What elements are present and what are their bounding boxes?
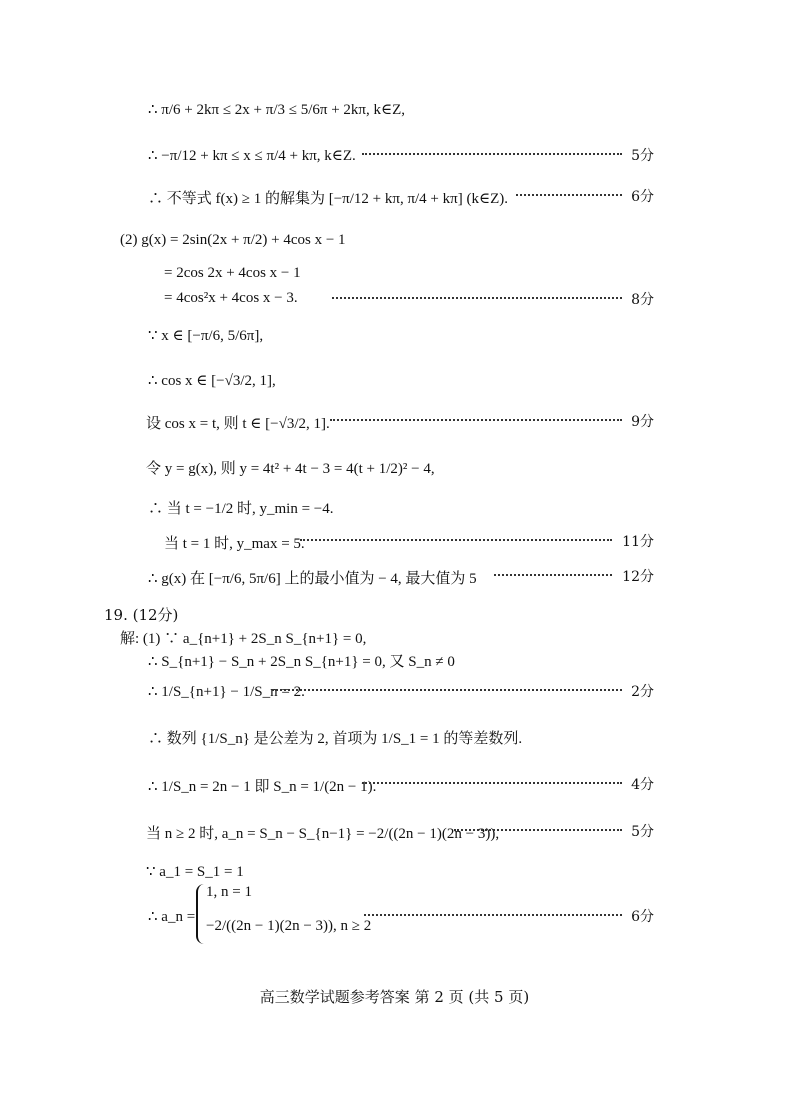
- score-5b: 5分: [631, 824, 654, 840]
- score-12: 12分: [622, 569, 654, 585]
- score-4: 4分: [631, 777, 654, 793]
- line-g-def: (2) g(x) = 2sin(2x + π/2) + 4cos x − 1: [120, 232, 346, 248]
- line-solution-set: ∴ 不等式 f(x) ≥ 1 的解集为 [−π/12 + kπ, π/4 + kπ] (k∈Z).: [148, 191, 508, 207]
- line-g-step2: = 4cos²x + 4cos x − 3.: [164, 290, 298, 306]
- line-q19-diff: ∴ 1/S_{n+1} − 1/S_n = 2.: [148, 684, 305, 700]
- leader-dots: [300, 539, 612, 541]
- leader-dots: [330, 419, 622, 421]
- leader-dots: [516, 194, 622, 196]
- line-ymin: ∴ 当 t = −1/2 时, y_min = −4.: [148, 501, 334, 517]
- line-inequality-1: ∴ π/6 + 2kπ ≤ 2x + π/3 ≤ 5/6π + 2kπ, k∈Z,: [148, 102, 406, 118]
- line-q19-an-case2: −2/((2n − 1)(2n − 3)), n ≥ 2: [206, 918, 372, 934]
- line-ymax: 当 t = 1 时, y_max = 5.: [164, 536, 305, 552]
- line-q19-an: 当 n ≥ 2 时, a_n = S_n − S_{n−1} = −2/((2n − 1)(2n − 3)),: [146, 826, 500, 842]
- line-cos-range: ∴ cos x ∈ [−√3/2, 1],: [148, 373, 276, 389]
- line-q19-an-piecewise-lhs: ∴ a_n =: [148, 909, 196, 925]
- score-8: 8分: [631, 292, 654, 308]
- line-q19-a1: ∵ a_1 = S_1 = 1: [146, 864, 244, 880]
- score-5: 5分: [631, 148, 654, 164]
- page-footer: 高三数学试题参考答案 第 2 页 (共 5 页): [259, 988, 530, 1006]
- line-conclusion: ∴ g(x) 在 [−π/6, 5π/6] 上的最小值为 − 4, 最大值为 5: [148, 571, 477, 587]
- line-x-range: ∵ x ∈ [−π/6, 5/6π],: [148, 328, 264, 344]
- leader-dots: [454, 829, 622, 831]
- line-q19-Sn: ∴ 1/S_n = 2n − 1 即 S_n = 1/(2n − 1).: [148, 779, 377, 795]
- leader-dots: [494, 574, 612, 576]
- question-19-title: 19. (12分): [104, 606, 179, 624]
- line-g-step1: = 2cos 2x + 4cos x − 1: [164, 265, 301, 281]
- leader-dots: [272, 689, 622, 691]
- score-6b: 6分: [631, 909, 654, 925]
- score-2: 2分: [631, 684, 654, 700]
- line-q19-an-case1: 1, n = 1: [206, 884, 252, 900]
- score-6: 6分: [631, 189, 654, 205]
- line-y-quadratic: 令 y = g(x), 则 y = 4t² + 4t − 3 = 4(t + 1/2)² − 4,: [146, 461, 435, 477]
- line-q19-given: 解: (1) ∵ a_{n+1} + 2S_n S_{n+1} = 0,: [120, 631, 367, 647]
- score-11: 11分: [622, 534, 654, 550]
- score-9: 9分: [631, 414, 654, 430]
- leader-dots: [362, 782, 622, 784]
- line-q19-arith-seq: ∴ 数列 {1/S_n} 是公差为 2, 首项为 1/S_1 = 1 的等差数列.: [148, 731, 523, 747]
- line-t-sub: 设 cos x = t, 则 t ∈ [−√3/2, 1].: [146, 416, 330, 432]
- leader-dots: [364, 914, 622, 916]
- line-q19-step1: ∴ S_{n+1} − S_n + 2S_n S_{n+1} = 0, 又 S_n ≠ 0: [148, 654, 455, 670]
- line-inequality-2: ∴ −π/12 + kπ ≤ x ≤ π/4 + kπ, k∈Z.: [148, 148, 356, 164]
- leader-dots: [332, 297, 622, 299]
- leader-dots: [362, 153, 622, 155]
